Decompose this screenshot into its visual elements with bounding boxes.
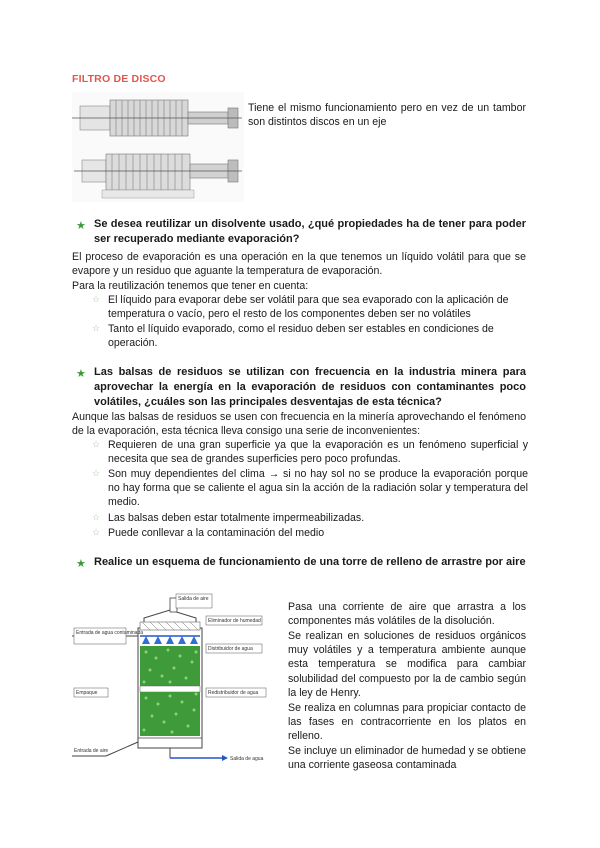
packed-tower-diagram (72, 592, 268, 772)
label-salida-agua: Salida de agua (230, 756, 264, 762)
question3-heading: Realice un esquema de funcionamiento de una torre de relleno de arrastre por aire (94, 556, 526, 568)
question2-bullet4: Puede conllevar a la contaminación del medio (108, 527, 325, 539)
question1-heading: Se desea reutilizar un disolvente usado, ¿qué propiedades ha de tener para poder ser recuperado mediante evaporación? (94, 218, 526, 245)
disk-filter-figure (72, 92, 244, 202)
hollow-star-bullet-icon: ☆ (92, 512, 101, 522)
question1-bullet1: El líquido para evaporar debe ser volátil para que sea evaporado con la aplicación de temperatura o vacío, pero el resto de los componentes deben ser no volátiles (108, 294, 509, 321)
hollow-star-bullet-icon: ☆ (92, 527, 101, 537)
section-title: FILTRO DE DISCO (72, 73, 166, 85)
question1-para2: Para la reutilización tenemos que tener en cuenta: (72, 280, 309, 292)
question3-para1: Pasa una corriente de aire que arrastra a los componentes más volátiles de la disolución. (288, 601, 526, 628)
question3-para4: Se incluye un eliminador de humedad y se obtiene una corriente gaseosa contaminada (288, 745, 526, 772)
star-bullet-icon: ★ (76, 558, 86, 570)
label-salida-aire: Salida de aire (178, 596, 209, 602)
label-distribuidor: Distribuidor de agua (208, 646, 253, 652)
star-bullet-icon: ★ (76, 368, 86, 380)
question2-bullet2: Son muy dependientes del clima → si no hay sol no se produce la evaporación porque no hay forma que se caliente el agua sin la acción de la radiación solar y temperatura del medio. (108, 468, 528, 509)
question3-para3: Se realiza en columnas para propiciar contacto de las fases en contracorriente en los platos en relleno. (288, 702, 526, 743)
question1-bullet2: Tanto el líquido evaporado, como el residuo deben ser estables en condiciones de operación. (108, 323, 494, 350)
label-empaque: Empaque (76, 690, 98, 696)
star-bullet-icon: ★ (76, 220, 86, 232)
intro-text: Tiene el mismo funcionamiento pero en vez de un tambor son distintos discos en un eje (248, 102, 526, 129)
label-entrada-agua: Entrada de agua contaminada (76, 630, 143, 636)
label-entrada-aire: Entrada de aire (74, 748, 109, 754)
question2-bullet3: Las balsas deben estar totalmente impermeabilizadas. (108, 512, 365, 524)
question3-para2: Se realizan en soluciones de residuos orgánicos muy volátiles y a temperatura ambiente aunque esta temperatura se modifica para cambiar solubilidad del compuesto por la de cambio según la ley de Henry. (288, 630, 526, 699)
hollow-star-bullet-icon: ☆ (92, 468, 101, 478)
label-eliminador: Eliminador de humedad (208, 618, 261, 624)
label-redistribuidor: Redistribuidor de agua (208, 690, 259, 696)
question2-heading: Las balsas de residuos se utilizan con frecuencia en la industria minera para aprovechar la energía en la evaporación de residuos con contaminantes poco volátiles, ¿cuáles son las principales desventajas de esta técnica? (94, 366, 526, 408)
question1-para1: El proceso de evaporación es una operación en la que tenemos un líquido volátil para que se evapore y un residuo que aguante la temperatura de evaporación. (72, 251, 526, 278)
hollow-star-bullet-icon: ☆ (92, 294, 101, 304)
question2-para1: Aunque las balsas de residuos se usen con frecuencia en la minería aprovechando el fenómeno de la evaporación, esta técnica lleva consigo una serie de inconvenientes: (72, 411, 526, 438)
question2-bullet1: Requieren de una gran superficie ya que la evaporación es un fenómeno superficial y necesita que sea de grandes superficies pero poco profundas. (108, 439, 528, 466)
hollow-star-bullet-icon: ☆ (92, 439, 101, 449)
hollow-star-bullet-icon: ☆ (92, 323, 101, 333)
